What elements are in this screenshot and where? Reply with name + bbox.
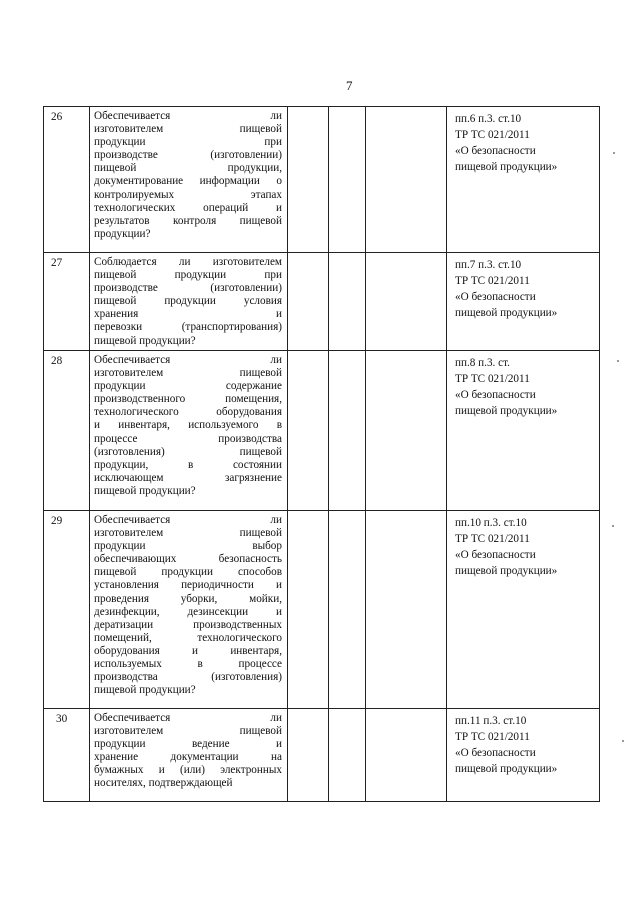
question-line: Обеспечивается ли [94, 354, 282, 366]
table-row [44, 107, 600, 253]
reference-line: пищевой продукции» [455, 307, 558, 320]
question-text [94, 354, 282, 498]
row-number: 27 [51, 257, 63, 269]
reference-line: «О безопасности [455, 549, 536, 562]
row-number-cell [44, 253, 90, 351]
question-line: оборудования и инвентаря, [94, 644, 282, 657]
question-line: Обеспечивается ли [94, 514, 282, 526]
question-text [94, 514, 282, 697]
row-number-cell [44, 511, 90, 709]
question-line: перевозки (транспортирования) [94, 321, 282, 334]
question-line: носителях, подтверждающей [94, 777, 233, 790]
question-line: дератизации производственных [94, 618, 282, 631]
question-line: производстве (изготовлении) [94, 149, 282, 162]
reference-line: пищевой продукции» [455, 405, 558, 418]
reference-line: ТР ТС 021/2011 [455, 129, 530, 142]
question-line: процессе производства [94, 432, 282, 445]
empty-answer-cell [288, 253, 329, 351]
reference-line: «О безопасности [455, 145, 536, 158]
table-row [44, 351, 600, 511]
checklist-table [43, 106, 600, 802]
question-line: Обеспечивается ли [94, 110, 282, 122]
empty-answer-cell [288, 709, 329, 802]
empty-answer-cell [366, 511, 447, 709]
reference-line: ТР ТС 021/2011 [455, 275, 530, 288]
question-line: пищевой продукции способов [94, 566, 282, 579]
table-row [44, 511, 600, 709]
question-line: хранение документации на [94, 751, 282, 764]
question-line: продукции, в состоянии [94, 458, 282, 471]
reference-line: пищевой продукции» [455, 565, 558, 578]
margin-mark [612, 525, 614, 527]
question-line: и инвентаря, используемого в [94, 419, 282, 432]
question-text [94, 256, 282, 348]
question-line: проведения уборки, мойки, [94, 592, 282, 605]
row-number-cell [44, 709, 90, 802]
reference-line: ТР ТС 021/2011 [455, 731, 530, 744]
question-line: бумажных и (или) электронных [94, 764, 282, 777]
question-line: контролируемых этапах [94, 188, 282, 201]
question-line: производства (изготовления) [94, 671, 282, 684]
question-line: производственного помещения, [94, 393, 282, 406]
question-line: (изготовления) пищевой [94, 445, 282, 458]
question-line: пищевой продукции? [94, 484, 196, 497]
reference-line: пп.8 п.3. ст. [455, 357, 510, 369]
reference-line: пп.6 п.3. ст.10 [455, 113, 522, 125]
question-line: результатов контроля пищевой [94, 214, 282, 227]
page-number: 7 [346, 78, 353, 93]
question-line: продукции ведение и [94, 738, 282, 751]
empty-answer-cell [366, 709, 447, 802]
question-line: установления периодичности и [94, 579, 282, 592]
question-line: исключающем загрязнение [94, 471, 282, 484]
table-row [44, 709, 600, 802]
question-cell [90, 107, 288, 253]
reference-line: пищевой продукции» [455, 161, 558, 174]
reference-line: ТР ТС 021/2011 [455, 533, 530, 546]
row-number-cell [44, 107, 90, 253]
reference-cell [447, 709, 600, 802]
question-line: пищевой продукции при [94, 269, 282, 282]
question-line: изготовителем пищевой [94, 725, 282, 738]
question-line: продукции выбор [94, 540, 282, 553]
empty-answer-cell [366, 253, 447, 351]
question-line: Обеспечивается ли [94, 712, 282, 724]
question-cell [90, 253, 288, 351]
row-number-cell [44, 351, 90, 511]
reference-cell [447, 107, 600, 253]
reference-text [447, 107, 599, 174]
question-line: продукции? [94, 227, 151, 240]
question-line: обеспечивающих безопасность [94, 553, 282, 566]
question-line: используемых в процессе [94, 658, 282, 671]
margin-mark [617, 360, 619, 362]
question-cell [90, 511, 288, 709]
question-line: помещений, технологического [94, 631, 282, 644]
question-cell [90, 709, 288, 802]
question-line: продукции при [94, 136, 282, 149]
question-line: пищевой продукции условия [94, 295, 282, 308]
question-line: Соблюдается ли изготовителем [94, 256, 282, 268]
reference-text [447, 511, 599, 578]
row-number: 28 [51, 355, 63, 367]
margin-mark [613, 152, 615, 154]
empty-answer-cell [329, 253, 366, 351]
question-line: пищевой продукции? [94, 684, 196, 697]
reference-line: «О безопасности [455, 747, 536, 760]
reference-line: «О безопасности [455, 291, 536, 304]
reference-line: пп.10 п.3. ст.10 [455, 517, 527, 529]
question-line: пищевой продукции? [94, 334, 196, 347]
question-line: документирование информации о [94, 175, 282, 188]
question-cell [90, 351, 288, 511]
question-line: изготовителем пищевой [94, 367, 282, 380]
empty-answer-cell [329, 511, 366, 709]
question-line: технологических операций и [94, 201, 282, 214]
empty-answer-cell [329, 107, 366, 253]
reference-line: «О безопасности [455, 389, 536, 402]
reference-text [447, 253, 599, 320]
question-line: изготовителем пищевой [94, 123, 282, 136]
question-line: продукции содержание [94, 380, 282, 393]
row-number: 26 [51, 111, 63, 123]
row-number: 30 [56, 713, 68, 725]
question-text [94, 110, 282, 241]
reference-text [447, 709, 599, 776]
question-line: технологического оборудования [94, 406, 282, 419]
table-row [44, 253, 600, 351]
reference-line: пп.7 п.3. ст.10 [455, 259, 522, 271]
empty-answer-cell [288, 351, 329, 511]
question-line: пищевой продукции, [94, 162, 282, 175]
empty-answer-cell [288, 511, 329, 709]
reference-cell [447, 253, 600, 351]
empty-answer-cell [366, 107, 447, 253]
empty-answer-cell [329, 709, 366, 802]
question-line: дезинфекции, дезинсекции и [94, 605, 282, 618]
row-number: 29 [51, 515, 63, 527]
reference-cell [447, 351, 600, 511]
question-line: производстве (изготовлении) [94, 282, 282, 295]
empty-answer-cell [329, 351, 366, 511]
reference-text [447, 351, 599, 418]
question-text [94, 712, 282, 791]
question-line: хранения и [94, 308, 282, 321]
question-line: изготовителем пищевой [94, 527, 282, 540]
empty-answer-cell [288, 107, 329, 253]
reference-line: пп.11 п.3. ст.10 [455, 715, 527, 727]
reference-cell [447, 511, 600, 709]
empty-answer-cell [366, 351, 447, 511]
reference-line: ТР ТС 021/2011 [455, 373, 530, 386]
margin-mark [622, 740, 624, 742]
reference-line: пищевой продукции» [455, 763, 558, 776]
